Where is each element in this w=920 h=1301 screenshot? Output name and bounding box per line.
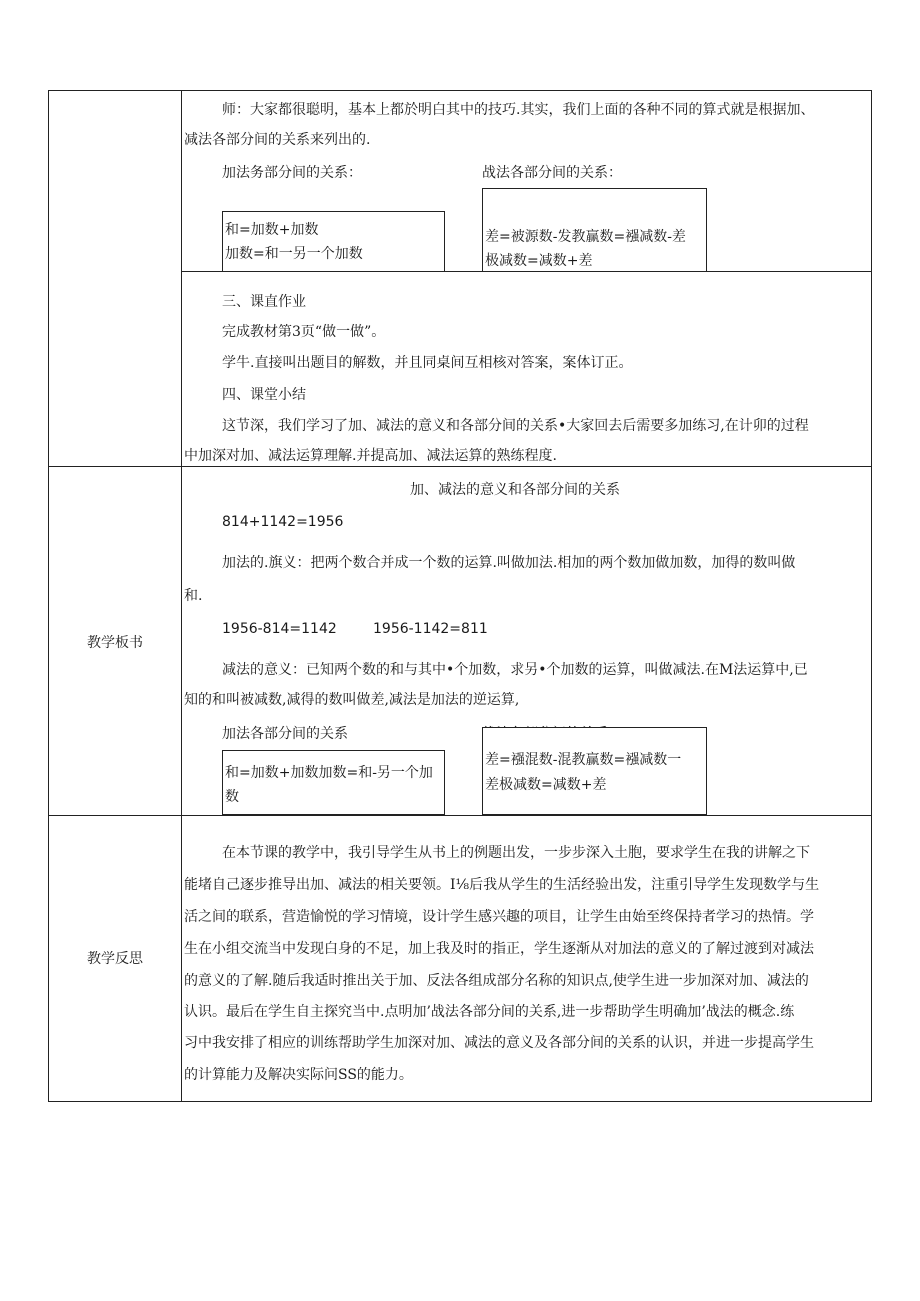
table-border-top — [48, 90, 872, 91]
addition-relations-heading: 加法务部分间的关系： — [222, 165, 362, 181]
board-subtraction-box — [482, 727, 707, 815]
homework-instruction: 完成教材第3页“做一做”。 — [222, 324, 386, 340]
board-subtraction-formula-2: 差极减数=减数+差 — [485, 777, 607, 793]
homework-heading: 三、课直作业 — [222, 294, 306, 310]
subtraction-relations-heading: 战法各部分间的关系： — [482, 165, 622, 181]
cut-off-text-left: 加法各部分间的关系 — [222, 726, 348, 742]
board-addition-formula-1: 和=加数+加数加数=和-另一个加 — [225, 765, 433, 781]
board-equation-1: 814+1142=1956 — [222, 514, 344, 530]
row-divider-board — [48, 466, 872, 467]
reflection-line: 在本节课的教学中，我引导学生从书上的例题出发，一步步深入土胞，要求学生在我的讲解之下 — [222, 845, 810, 861]
reflection-line: 的计算能力及解决实际问SS的能力。 — [184, 1067, 413, 1083]
summary-line1: 这节深，我们学习了加、减法的意义和各部分间的关系•大家回去后需要多加练习,在计卯的过程 — [222, 418, 809, 434]
board-addition-box — [222, 750, 445, 815]
row-divider-reflection — [48, 815, 872, 816]
board-title: 加、减法的意义和各部分间的关系 — [410, 482, 620, 498]
subtraction-meaning-line1: 减法的意义：已知两个数的和与其中•个加数，求另•个加数的运算，叫做减法.在M法运算中,已 — [222, 662, 808, 678]
table-border-right — [871, 90, 872, 1102]
teacher-remark-line1: 师：大家都很聪明，基本上都於明白其中的技巧.其实，我们上面的各种不同的算式就是根据加、 — [222, 102, 815, 118]
subtraction-meaning-line2: 知的和叫被减数,减得的数叫做差,减法是加法的逆运算, — [184, 692, 520, 708]
board-equation-2: 1956-814=1142 — [222, 621, 337, 637]
table-column-divider — [181, 90, 182, 1102]
table-border-left — [48, 90, 49, 1102]
board-addition-formula-2: 数 — [225, 789, 239, 805]
reflection-line: 活之间的联系，营造愉悦的学习情境，设计学生感兴趣的项目，让学生由始至终保持者学习的热情。学 — [184, 909, 814, 925]
board-subtraction-formula-1: 差=襁混数-混教赢数=襁减数一 — [485, 752, 682, 768]
board-label: 教学板书 — [87, 635, 143, 651]
addition-meaning-line2: 和. — [184, 588, 203, 604]
reflection-line: 能堵自己逐步推导出加、减法的相关要领。I⅛后我从学生的生活经验出发，注重引导学生发现数学与生 — [184, 877, 820, 893]
subtraction-relations-box — [482, 188, 707, 272]
summary-heading: 四、课堂小结 — [222, 387, 306, 403]
summary-line2: 中加深对加、减法运算理解.并提高加、减法运算的熟练程度. — [184, 448, 557, 464]
addition-meaning-line1: 加法的.旗义：把两个数合并成一个数的运算.叫做加法.相加的两个数加做加数，加得的数叫做 — [222, 555, 796, 571]
reflection-label: 教学反思 — [87, 951, 143, 967]
table-border-bottom — [48, 1101, 872, 1102]
addition-relations-box — [222, 211, 445, 272]
board-equation-3: 1956-1142=811 — [373, 621, 488, 637]
reflection-line: 生在小组交流当中发现白身的不足，加上我及时的指正，学生逐渐从对加法的意义的了解过渡到对减法 — [184, 941, 814, 957]
addition-formula-2: 加数=和一另一个加数 — [225, 246, 363, 262]
teacher-remark-line2: 减法各部分间的关系来列出的. — [184, 132, 371, 148]
reflection-line: 认识。最后在学生自主探究当中.点明加’战法各部分间的关系,进一步帮助学生明确加’战法的概念.练 — [184, 1004, 795, 1020]
student-instruction: 学牛.直接叫出题目的解数，并且同桌间互相核对答案，案体订正。 — [222, 355, 633, 371]
subtraction-formula-1: 差=被源数-发教赢数=襁减数-差 — [485, 229, 686, 245]
subtraction-formula-2: 极减数=减数+差 — [485, 253, 593, 269]
reflection-line: 的意义的了解.随后我适时推出关于加、反法各组成部分名称的知识点,使学生进一步加深对加、减法的 — [184, 973, 809, 989]
reflection-line: 习中我安排了相应的训练帮助学生加深对加、减法的意义及各部分间的关系的认识，并进一步提高学生 — [184, 1035, 814, 1051]
addition-formula-1: 和=加数+加数 — [225, 222, 319, 238]
